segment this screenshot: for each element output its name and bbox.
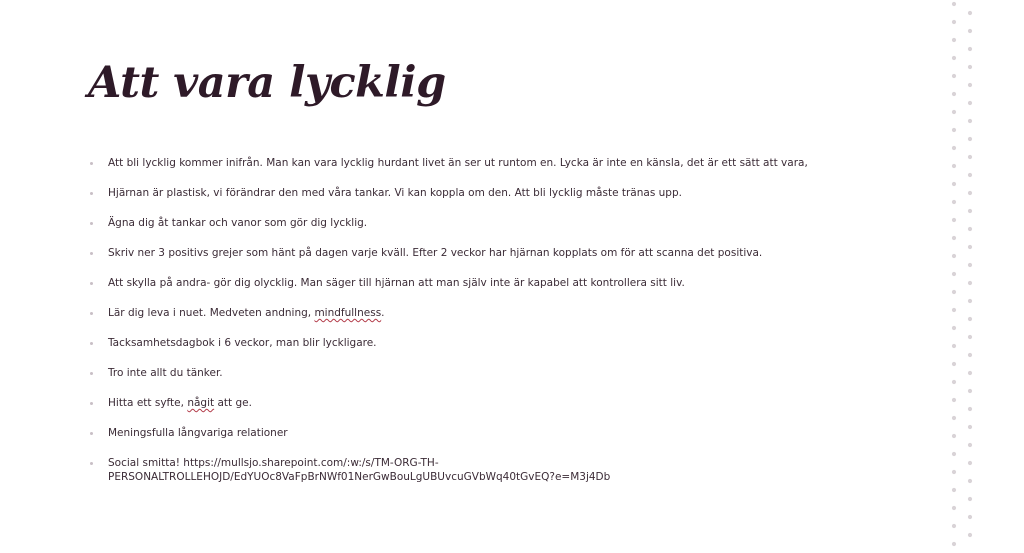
list-item [90, 396, 930, 426]
bullet-icon [90, 252, 93, 255]
bullet-icon [90, 462, 93, 465]
decor-dot [968, 47, 972, 51]
bullet-text: Ägna dig åt tankar och vanor som gör dig lycklig. [108, 217, 368, 229]
bullet-text: Hjärnan är plastisk, vi förändrar den med våra tankar. Vi kan koppla om den. Att bli lycklig måste tränas upp. [108, 187, 682, 199]
decor-dot [952, 362, 956, 366]
decor-dot [968, 155, 972, 159]
decor-dot [968, 83, 972, 87]
decor-dot [968, 371, 972, 375]
decor-dot [968, 515, 972, 519]
decor-dot [952, 254, 956, 258]
spellcheck-word[interactable]: någit [187, 397, 215, 409]
decor-dot [968, 245, 972, 249]
list-item [90, 336, 930, 366]
bullet-text: Att skylla på andra- gör dig olycklig. Man säger till hjärnan att man själv inte är kapabel att kontrollera sitt liv. [108, 277, 685, 289]
bullet-icon [90, 432, 93, 435]
decor-dot [952, 218, 956, 222]
decor-dot [968, 407, 972, 411]
bullet-text-before: Hitta ett syfte, [108, 397, 188, 409]
bullet-icon [90, 342, 93, 345]
decor-dot [968, 191, 972, 195]
bullet-link-line-1[interactable]: Social smitta! https://mullsjo.sharepoint.com/:w:/s/TM-ORG-TH- [108, 457, 439, 469]
bullet-text-before: Lär dig leva i nuet. Medveten andning, [108, 307, 315, 319]
decor-dot [968, 389, 972, 393]
bullet-text-after: . [381, 307, 385, 319]
decor-dot [952, 182, 956, 186]
spellcheck-word[interactable]: mindfullness [314, 307, 382, 319]
decor-dot [952, 110, 956, 114]
decor-dot [952, 74, 956, 78]
decor-dot [952, 164, 956, 168]
decor-dot [968, 263, 972, 267]
decor-dot [968, 443, 972, 447]
bullet-icon [90, 402, 93, 405]
decor-dot [968, 119, 972, 123]
decor-dot [968, 461, 972, 465]
slide-title: Att vara lycklig [88, 58, 446, 108]
decor-dot [952, 20, 956, 24]
bullet-icon [90, 312, 93, 315]
list-item [90, 186, 930, 216]
decor-dot [952, 542, 956, 546]
bullet-icon [90, 192, 93, 195]
decor-dot [968, 425, 972, 429]
bullet-text: Skriv ner 3 positivs grejer som hänt på dagen varje kväll. Efter 2 veckor har hjärnan kopplats om för att scanna det positiva. [108, 247, 763, 259]
decor-dot [952, 200, 956, 204]
bullet-list [90, 156, 930, 484]
bullet-link-line-2[interactable]: PERSONALTROLLEHOJD/EdYUOc8VaFpBrNWf01NerGwBouLgUBUvcuGVbWq40tGvEQ?e=M3j4Db [108, 471, 611, 483]
decor-dot [952, 416, 956, 420]
decor-dot [952, 56, 956, 60]
decor-dot [968, 227, 972, 231]
list-item [90, 366, 930, 396]
decor-dot [952, 344, 956, 348]
bullet-icon [90, 372, 93, 375]
decor-dot [952, 506, 956, 510]
bullet-icon [90, 162, 93, 165]
decor-dot [968, 209, 972, 213]
decor-dot [952, 326, 956, 330]
decor-dot [952, 236, 956, 240]
decor-dot [952, 452, 956, 456]
decor-dot [952, 272, 956, 276]
decor-dot [968, 317, 972, 321]
decor-dot [952, 470, 956, 474]
decor-dot [952, 92, 956, 96]
bullet-icon [90, 282, 93, 285]
decor-dot [968, 353, 972, 357]
decor-dot [968, 479, 972, 483]
bullet-text: Tacksamhetsdagbok i 6 veckor, man blir lyckligare. [108, 337, 377, 349]
bullet-text: Meningsfulla långvariga relationer [108, 427, 288, 439]
decor-dot [968, 497, 972, 501]
bullet-text: Att bli lycklig kommer inifrån. Man kan vara lycklig hurdant livet än ser ut runtom en. Lycka är inte en känsla, det är ett sätt att vara, [108, 157, 808, 169]
list-item [90, 426, 930, 456]
list-item [90, 456, 808, 484]
decor-dot [952, 308, 956, 312]
bullet-text-after: att ge. [214, 397, 252, 409]
decor-dot [968, 137, 972, 141]
bullet-text: Tro inte allt du tänker. [108, 367, 223, 379]
decor-dot [952, 380, 956, 384]
decor-dot [952, 290, 956, 294]
decor-dot [952, 488, 956, 492]
decor-dot [968, 281, 972, 285]
decor-dot [968, 299, 972, 303]
list-item [90, 276, 930, 306]
list-item [90, 156, 930, 186]
decor-dot [952, 146, 956, 150]
bullet-icon [90, 222, 93, 225]
decor-dot [968, 65, 972, 69]
list-item [90, 306, 930, 336]
decor-dot [968, 11, 972, 15]
decor-dot [952, 524, 956, 528]
list-item [90, 216, 930, 246]
decor-dot [968, 533, 972, 537]
list-item [90, 246, 930, 276]
decor-dot [952, 398, 956, 402]
decor-dot [952, 434, 956, 438]
decor-dot [952, 38, 956, 42]
decorative-dots [940, 0, 984, 553]
decor-dot [968, 101, 972, 105]
decor-dot [952, 2, 956, 6]
decor-dot [968, 173, 972, 177]
decor-dot [952, 128, 956, 132]
decor-dot [968, 29, 972, 33]
decor-dot [968, 335, 972, 339]
